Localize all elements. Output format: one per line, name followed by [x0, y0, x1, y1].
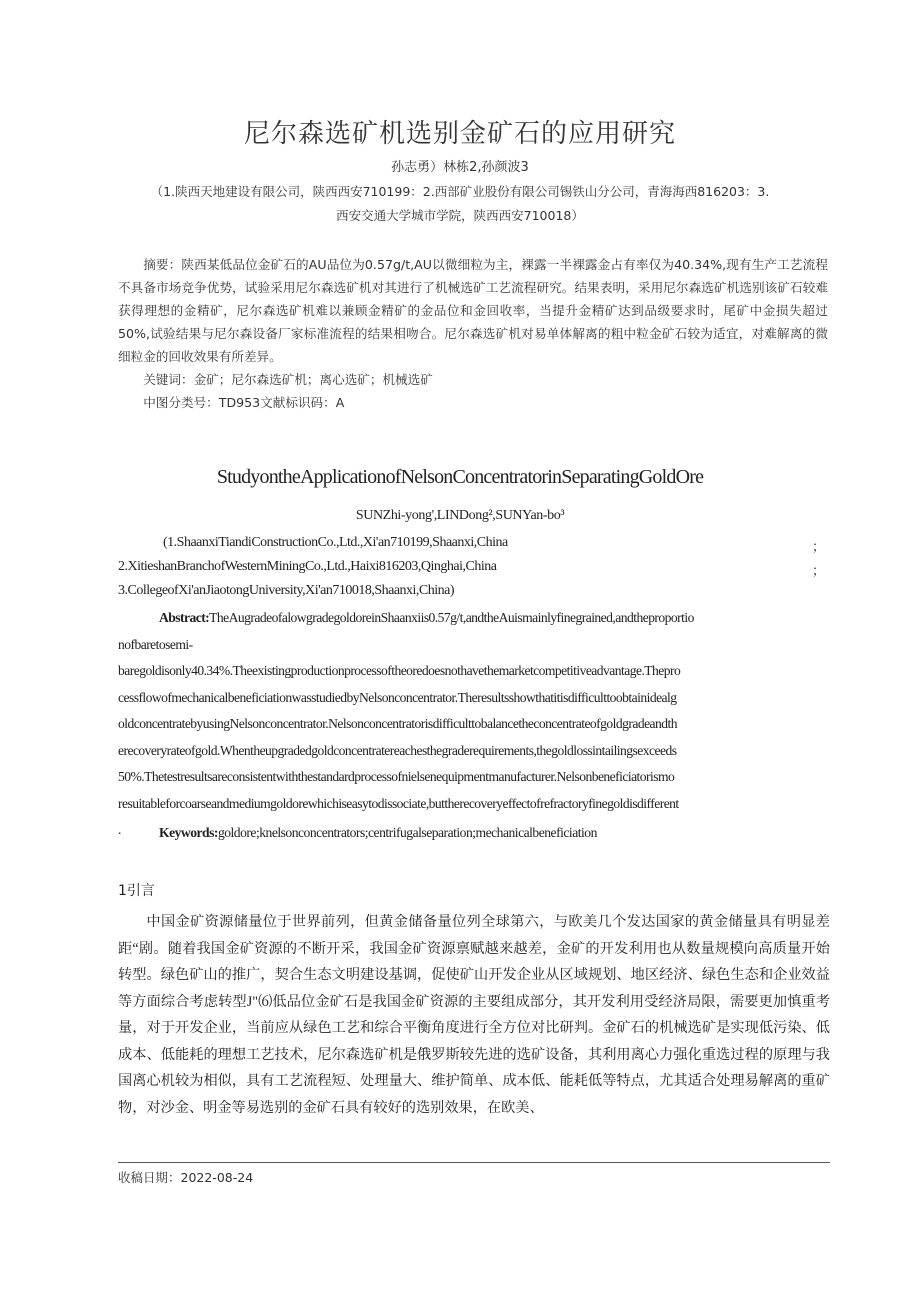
- abstract-cn-block: [118, 253, 828, 414]
- abstract-en-line: resuitableforcoarseandmediumgoldorewhichiseasytodissociate,buttherecoveryeffectofrefractoryfinegoldisdifferent: [118, 795, 679, 811]
- keywords-en: [159, 825, 597, 841]
- abstract-en-line: erecoveryrateofgold.Whentheupgradedgoldconcentratereachesthegraderequirements,thegoldlossintailingsexceeds: [118, 742, 677, 758]
- abstract-en-line: 50%.Thetestresultsareconsistentwiththestandardprocessofnielsenequipmentmanufacturer.Nelsonbeneficiatorismo: [118, 769, 675, 784]
- body-paragraph: 中国金矿资源储量位于世界前列，但黄金储备量位列全球第六，与欧美几个发达国家的黄金储量具有明显差距“剧。随着我国金矿资源的不断开采，我国金矿资源禀赋越来越差，金矿的开发利用也从数量规模向高质量开始转型。绿色矿山的推广，契合生态文明建设基调，促使矿山开发企业从区域规划、地区经济、绿色生态和企业效益等方面综合考虑转型J"⑹低品位金矿石是我国金矿资源的主要组成部分，其开发利用受经济局限，需要更加慎重考量，对于开发企业，当前应从绿色工艺和综合平衡角度进行全方位对比研判。金矿石的机械选矿是实现低污染、低成本、低能耗的理想工艺技术，尼尔森选矿机是俄罗斯较先进的选矿设备，其利用离心力强化重选过程的原理与我国离心机较为相似，具有工艺流程短、处理量大、维护简单、成本低、能耗低等特点，尤其适合处理易解离的重矿物，对沙金、明金等易选别的金矿石具有较好的选别效果，在欧美、: [118, 914, 830, 1116]
- abstract-en-line: Abstract:TheAugradeofalowgradegoldoreinShaanxiis0.57g/t,andtheAuismainlyfinegrained,andtheproportio: [159, 610, 694, 625]
- section-heading: 1引言: [118, 883, 155, 899]
- keywords-en-label: Keywords:: [159, 825, 218, 840]
- authors-cn: 孙志勇）林栋2,孙颜波3: [391, 160, 529, 175]
- footnote-rule: [118, 1162, 830, 1163]
- affiliation-en-2: 2.XitieshanBranchofWesternMiningCo.,Ltd.,Haixi816203,Qinghai,China: [118, 559, 497, 574]
- abstract-en-line: cessflowofmechanicalbeneficiationwasstudiedbyNelsonconcentrator.Theresultsshowthatitisdifficulttoobtainidealg: [118, 689, 677, 705]
- paper-title-cn: 尼尔森选矿机选别金矿石的应用研究: [243, 119, 676, 149]
- affiliation-cn-line2: 西安交通大学城市学院，陕西西安710018）: [336, 208, 584, 223]
- abstract-cn: 摘要：陕西某低品位金矿石的AU品位为0.57g/t,AU以微细粒为主，裸露一半裸露金占有率仅为40.34%,现有生产工艺流程不具备市场竞争优势，试验采用尼尔森选矿机对其进行了机械选矿工艺流程研究。结果表明，采用尼尔森选矿机选别该矿石较难获得理想的金精矿，尼尔森选矿机难以兼顾金精矿的金品位和金回收率，当提升金精矿达到品级要求时，尾矿中金损失超过50%,试验结果与尼尔森设备厂家标准流程的结果相吻合。尼尔森选矿机对易单体解离的粗中粒金矿石较为适宜，对难解离的微细粒金的回收效果有所差异。: [118, 257, 828, 364]
- section-body: [118, 909, 830, 1121]
- abstract-en-line: nofbaretosemi-: [118, 636, 193, 652]
- abstract-en: [118, 605, 830, 844]
- abstract-en-line: oldconcentratebyusingNelsonconcentrator.Nelsonconcentratorisdifficulttobalancetheconcentrateofgoldgradeandth: [118, 716, 678, 731]
- affiliation-separator: ；: [812, 540, 826, 555]
- paper-title-en: StudyontheApplicationofNelsonConcentratorinSeparatingGoldOre: [216, 466, 704, 488]
- affiliation-separator: ；: [812, 564, 826, 579]
- classification-cn: 中图分类号：TD953文献标识码：A: [143, 395, 345, 410]
- received-date: 收稿日期：2022-08-24: [118, 1170, 254, 1185]
- abstract-en-line: .: [118, 822, 121, 837]
- authors-en: SUNZhi-yong',LINDong²,SUNYan-bo³: [355, 508, 565, 523]
- affiliation-cn-line1: （1.陕西天地建设有限公司，陕西西安710199：2.西部矿业股份有限公司锡铁山分公司，青海海西816203：3.: [150, 184, 770, 199]
- abstract-en-line: baregoldisonly40.34%.Theexistingproductionprocessoftheoredoesnothavethemarketcompetitiveadvantage.Thepro: [118, 663, 681, 678]
- abstract-en-label: Abstract:: [159, 610, 210, 625]
- affiliation-en-3: 3.CollegeofXi'anJiaotongUniversity,Xi'an710018,Shaanxi,China): [118, 583, 455, 598]
- keywords-cn: 关键词：金矿；尼尔森选矿机；离心选矿；机械选矿: [143, 372, 433, 387]
- affiliation-en-1: (1.ShaanxiTiandiConstructionCo.,Ltd.,Xi'an710199,Shaanxi,China: [163, 535, 508, 550]
- keywords-en-text: goldore;knelsonconcentrators;centrifugalseparation;mechanicalbeneficiation: [217, 825, 597, 840]
